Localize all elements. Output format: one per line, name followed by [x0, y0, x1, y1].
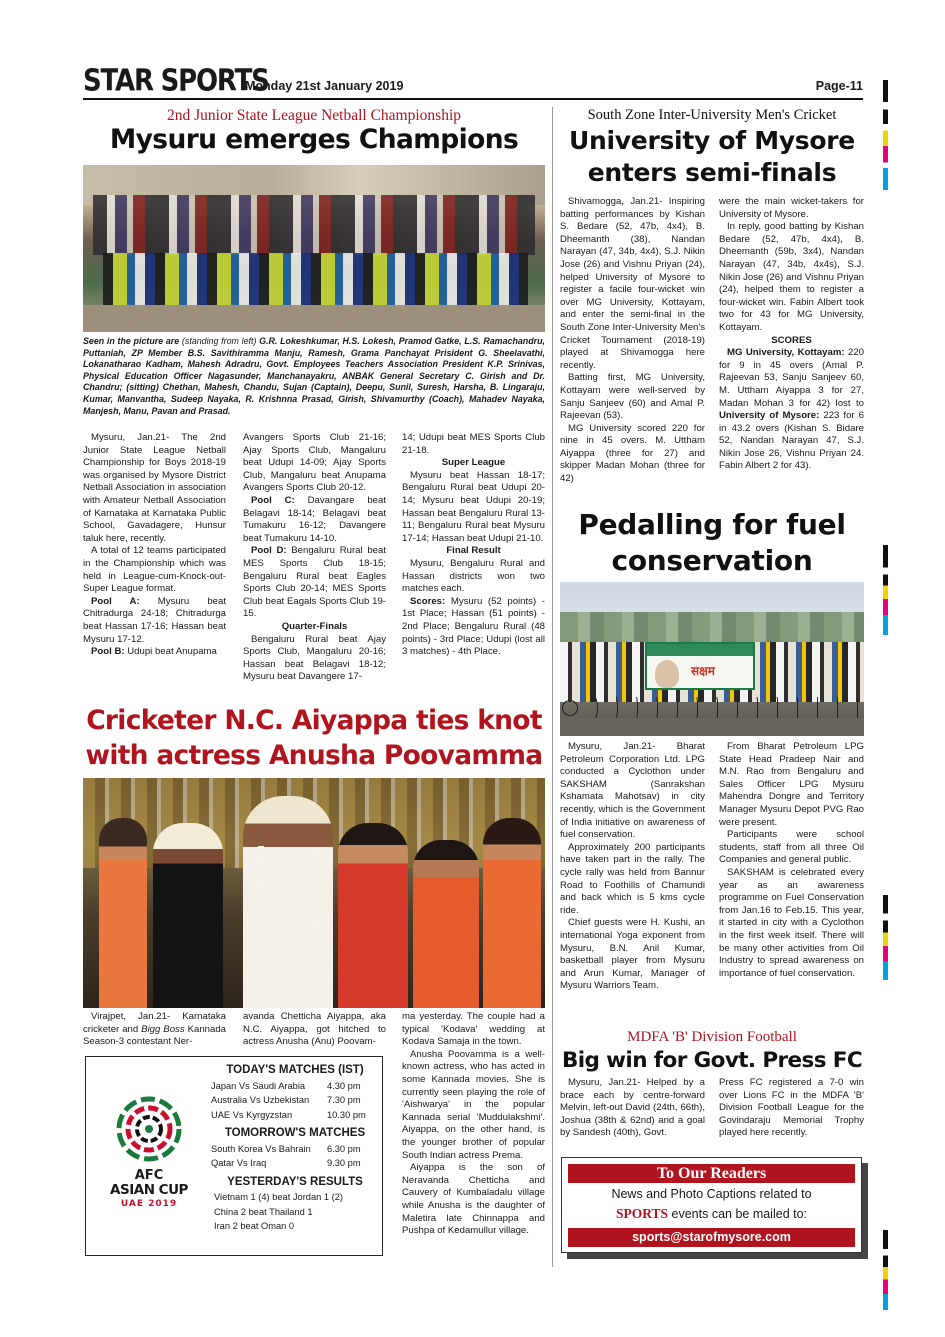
bride	[338, 823, 408, 1008]
pedal-p2: Approximately 200 participants have taken part in the rally. The cycle rally was held from Bannur Road to Foothills of Chamundi and back which is 5 kms cycle ride.	[560, 841, 705, 916]
pedal-p3: Chief guests were H. Kushi, an international Yoga exponent from Mysuru, B.N. Anil Kumar, basketball player from Mysuru and Arun Kumar, Manager of Mysuru Warriors Team.	[560, 917, 705, 992]
cyclothon-photo	[560, 582, 864, 736]
pedal-headline-1: Pedalling for fuel	[578, 508, 846, 541]
aiyappa-p3: ma yesterday. The couple had a typical 'Kodava' wedding at Kodava Samaja in the town.	[402, 1011, 545, 1048]
photo-standing-row	[93, 195, 535, 255]
aiyappa-p4: Anusha Poovamma is a well-known actress, who has acted in some Kannada movies. She is currently seen playing the role of 'Aishwarya' in the popular Kannada serial 'Muddulakshmi'. Aiyappa, on the other hand, is the younger brother of popular South Indian actress Prema.	[402, 1048, 545, 1161]
cricket-p1: Shivamogga, Jan.21- Inspiring batting performances by Kishan S. Bedare (52, 47b, 4x4), B. Dheemanth (38), Nandan Narayan (47, 34b, 4x4), S.J. Nikin Jose (26) and Vishnu Priyan (24), helped University of Mysore to register a facile four-wicket win over MG University, Kottayam, and enter the semi-final in the South Zone Inter-University Men's Cricket Tournament (2018-19) played at Shivamogga here recently.	[560, 196, 705, 371]
banner-text: सक्षम	[691, 664, 715, 678]
netball-p1: Mysuru, Jan.21- The 2nd Junior State League Netball Championship for Boys 2018-19 was organised by Mysore District Netball Association in association with Amateur Netball Association of Karnataka at Karnataka Public School, Gavadagere, Hunsur taluk here, recently.	[83, 432, 226, 544]
caption-paren: (standing from left)	[181, 336, 257, 346]
netball-p9: 14; Udupi beat MES Sports Club 21-18.	[402, 432, 545, 456]
mdfa-p2: Press FC registered a 7-0 win over Lions FC in the MDFA 'B' Division Football League for the Govindaraju Memorial Trophy played here recently.	[719, 1077, 864, 1139]
aiyappa-p5: Aiyappa is the son of Neravanda Chetticha and Cauvery of Kumbaladalu village while Anusha is the daughter of Maletira late Chinnappa and Pushpa of Kedamullur village.	[402, 1162, 545, 1237]
aiyappa-column-2	[243, 1011, 386, 1049]
mdfa-column-2	[719, 1077, 864, 1140]
readers-box	[561, 1157, 862, 1253]
yesterday-row-2: China 2 beat Thailand 1	[214, 1206, 313, 1217]
netball-column-2	[243, 432, 386, 684]
aiyappa-p1: Virajpet, Jan.21- Karnataka cricketer and Bigg Boss Kannada Season-3 contestant Ner-	[83, 1011, 226, 1048]
aiyappa-p2: avanda Chetticha Aiyappa, aka N.C. Aiyappa, got hitched to actress Anusha (Anu) Poovam-	[243, 1011, 386, 1048]
netball-p6: Pool C: Davangare beat Belagavi 18-14; Belagavi beat Tumakuru 16-12; Davangere beat Tumakuru 14-10.	[243, 494, 387, 544]
readers-title: To Our Readers	[568, 1164, 855, 1183]
netball-headline: Mysuru emerges Champions	[109, 124, 519, 155]
netball-p11: Mysuru, Bengaluru Rural and Hassan districts won two matches each.	[402, 557, 545, 595]
photo-cycle-wheels	[560, 697, 864, 719]
afc-trophy-icon	[100, 1089, 198, 1169]
column-rule	[552, 107, 553, 1267]
pedal-p6: SAKSHAM is celebrated every year as an awareness programme on Fuel Conservation from Jan.16 to Feb.15. This year, it started in city with a Cyclothon in the first week itself. There will be many other activities from Oil Industry to spread awareness on importance of fuel conservation.	[719, 866, 864, 979]
netball-p8: Bengaluru Rural beat Ajay Sports Club, Mangaluru 20-16; Hassan beat Belagavi 18-12; Mysuru beat Davangere 17-	[243, 633, 386, 683]
banner-green-strip	[647, 644, 753, 656]
cricket-column-1	[560, 196, 705, 486]
netball-column-3	[402, 432, 545, 659]
readers-line-1: News and Photo Captions related to	[611, 1187, 812, 1201]
cricket-p3: MG University scored 220 for nine in 45 overs. M. Uttham Aiyappa (three for 27) and skipper Madan Mohan (three for 42)	[560, 422, 705, 485]
photo-road	[560, 718, 864, 736]
today-row-1: Japan Vs Saudi Arabia 4.30 pm	[211, 1080, 361, 1091]
color-registration-marks-3	[883, 895, 888, 980]
yesterday-row-1: Vietnam 1 (4) beat Jordan 1 (2)	[214, 1192, 344, 1202]
pedal-column-1	[560, 741, 705, 993]
tomorrow-row-1: South Korea Vs Bahrain 6.30 pm	[211, 1143, 361, 1154]
netball-p3: Pool A: Mysuru beat Chitradurga 24-18; Chitradurga beat Hassan 17-16; Hassan beat Mysuru 17-12.	[83, 595, 226, 645]
subhead-final-result: Final Result	[446, 545, 501, 557]
tomorrow-title: TOMORROW'S MATCHES	[224, 1127, 366, 1139]
yesterday-row-3: Iran 2 beat Oman 0	[214, 1221, 295, 1231]
afc-asian-cup-box	[85, 1056, 383, 1256]
netball-p7: Pool D: Bengaluru Rural beat MES Sports Club 18-15; Bengaluru Rural beat Eagles Sports Club 20-14; MES Sports Club beat Eagals Sports Club 19-15.	[243, 545, 386, 620]
cricket-headline-1: University of Mysore	[569, 126, 855, 155]
caption-lead: Seen in the picture are	[83, 336, 180, 346]
cricket-headline-2: enters semi-finals	[587, 158, 837, 187]
banner-face	[655, 660, 679, 688]
subhead-quarter-finals: Quarter-Finals	[281, 620, 348, 632]
afc-schedule	[211, 1063, 379, 1234]
afc-logo-text-3: UAE 2019	[120, 1199, 178, 1209]
subhead-super-league: Super League	[441, 457, 506, 469]
photo-ground	[83, 305, 545, 332]
masthead-date: Monday 21st January 2019	[245, 79, 404, 93]
color-registration-marks-2	[883, 545, 888, 635]
cricket-p2: Batting first, MG University, Kottayam were well-served by Sanju Sanjeev (60) and Amal P. Rajeevan (53).	[560, 372, 705, 422]
aiyappa-column-1	[83, 1011, 226, 1049]
mdfa-headline: Big win for Govt. Press FC	[561, 1048, 863, 1073]
mdfa-column-1	[560, 1077, 705, 1140]
today-title: TODAY'S MATCHES (IST)	[226, 1064, 364, 1076]
readers-line-2	[562, 1206, 861, 1222]
yesterday-title: YESTERDAY'S RESULTS	[227, 1175, 363, 1188]
netball-p2: A total of 12 teams participated in the Championship which was held in League-cum-Knock-out-Super League format.	[83, 545, 226, 595]
photo-sitting-row	[103, 253, 528, 308]
afc-logo-text-1: AFC	[134, 1168, 164, 1183]
netball-column-1	[83, 432, 226, 659]
bride-maid-right	[483, 818, 541, 1008]
readers-email[interactable]: sports@starofmysore.com	[568, 1228, 855, 1247]
mother	[413, 840, 479, 1008]
readers-brand: SPORTS	[615, 1206, 669, 1221]
netball-p5: Avangers Sports Club 21-16; Ajay Sports Club, Mangaluru beat Udupi 14-09; Ajay Sports Club, Mangaluru beat Anupama Avangers Sports Club 20-12.	[243, 432, 386, 494]
afc-logo	[100, 1089, 198, 1215]
caption-names: G.R. Lokeshkumar, H.S. Lokesh, Pramod Gatke, L.S. Ramachandru, Puttaniah, ZP Member B.S. Savithiramma Manju, Ramesh, Grama Panchayat Prisident G. Sheelavathi, Lokanatharao Kadham, Mahesh Adradru, Govt. Employees Teachers Association President K.P. Srinivas, Physical Education Officer Nagasunder, Manchanayakru, ANBAK General Secretary C. Girish and Dr. Chandru; (sitting) Chethan, Mahesh, Chandu, Sujan (Captain), Deepu, Sunil, Suresh, Harsha, B. Lingaraju, Kumar, Manvantha, Sudeep Nayaka, R. Krishnna Prasad, Girish, Shivamurthy (Coach), Mahadev Nayaka, Manjesh, Manu, Pavan and Prasad.	[83, 336, 545, 416]
pedal-headline-2: conservation	[611, 544, 813, 577]
bride-maid-left	[99, 818, 147, 1008]
today-row-2: Australia Vs Uzbekistan 7.30 pm	[211, 1095, 361, 1105]
cricket-p4: were the main wicket-takers for University of Mysore.	[719, 196, 864, 220]
netball-p4: Pool B: Udupi beat Anupama	[91, 646, 217, 658]
cricket-scores: MG University, Kottayam: 220 for 9 in 45 overs (Amal P. Rajeevan 53, Sanju Sanjeev 60, M. Uttham Aiyappa 3 for 27, Madan Mohan 3 for 42) lost to University of Mysore: 223 for 6 in 43.2 overs (Kishan S. Bidare 52, Nandan Narayan 47, S.J. Nikin Jose 26, Vishnu Priyan 24. Fabin Albert 2 for 43).	[719, 347, 864, 472]
pedal-p1: Mysuru, Jan.21- Bharat Petroleum Corporation Ltd. LPG conducted a Cyclothon under SAKSHAM (Sanrakshan Kshamata Mahotsav) in city recently, which is the Government of India initiative on awareness of fuel conservation.	[560, 741, 705, 841]
mdfa-kicker: MDFA 'B' Division Football	[627, 1029, 797, 1045]
elder-black-coat	[153, 823, 223, 1008]
netball-p10: Mysuru beat Hassan 18-17; Bengaluru Rural beat Udupi 20-14; Mysuru beat Udupi 20-19; Hassan beat Bengaluru Rural 13-11; Bengaluru Rural beat Mysuru 17-14; Hassan beat Udupi 21-10.	[402, 469, 545, 544]
mdfa-p1: Mysuru, Jan.21- Helped by a brace each by centre-forward Melvin, left-out David (24th, 66th), Joshua (38th & 62nd) and a goal by Sandesh (40th), Govt.	[560, 1077, 705, 1139]
netball-team-photo	[83, 165, 545, 332]
pedal-p4: From Bharat Petroleum LPG State Head Pradeep Nair and M.N. Rao from Bengaluru and Sales Officer LPG Mysuru Mahendra Dongre and Territory Manager Mysuru Depot PVG Rao were present.	[719, 741, 864, 828]
color-registration-marks	[883, 80, 888, 190]
pedal-column-2	[719, 741, 864, 980]
masthead-title: STAR SPORTS	[83, 64, 269, 99]
page-number: Page-11	[815, 79, 863, 93]
aiyappa-column-3	[402, 1011, 545, 1238]
masthead-rule	[83, 98, 863, 100]
masthead	[83, 64, 863, 104]
wedding-photo	[83, 778, 545, 1008]
netball-caption	[83, 336, 545, 417]
color-registration-marks-4	[883, 1230, 888, 1310]
netball-kicker: 2nd Junior State League Netball Championship	[166, 107, 461, 124]
readers-line-2-text: events can be mailed to:	[671, 1207, 808, 1221]
cricket-column-2	[719, 196, 864, 473]
groom-garland	[258, 846, 318, 956]
cricket-p5: In reply, good batting by Kishan Bedare (52, 47b, 4x4), B. Dheemanth (59b, 3x4), Nandan Narayan (47, 34b, 4x4s), S.J. Nikin Jose (26) and Vishnu Priyan (24), helped them to register a four-wicket win. Fabin Albert took two for 43 for MG University, Kottayam.	[719, 221, 864, 333]
afc-logo-text-2: ASIAN CUP	[110, 1182, 188, 1198]
pedal-p5: Participants were school students, staff from all three Oil Companies and general public.	[719, 829, 864, 866]
tomorrow-row-2: Qatar Vs Iraq 9.30 pm	[211, 1158, 361, 1168]
cricket-kicker: South Zone Inter-University Men's Cricket	[587, 107, 837, 123]
aiyappa-headline-1: Cricketer N.C. Aiyappa ties knot	[86, 705, 542, 736]
today-row-3: UAE Vs Kyrgyzstan 10.30 pm	[211, 1109, 366, 1120]
saksham-banner	[645, 642, 755, 690]
aiyappa-headline-2: with actress Anusha Poovamma	[85, 740, 543, 771]
netball-p12: Scores: Mysuru (52 points) - 1st Place; Hassan (51 points) - 2nd Place; Bengaluru Rural (48 points) - 3rd Place; Udupi (lost all 3 matches) - 4th Place.	[402, 595, 545, 658]
subhead-scores: SCORES	[771, 334, 812, 346]
